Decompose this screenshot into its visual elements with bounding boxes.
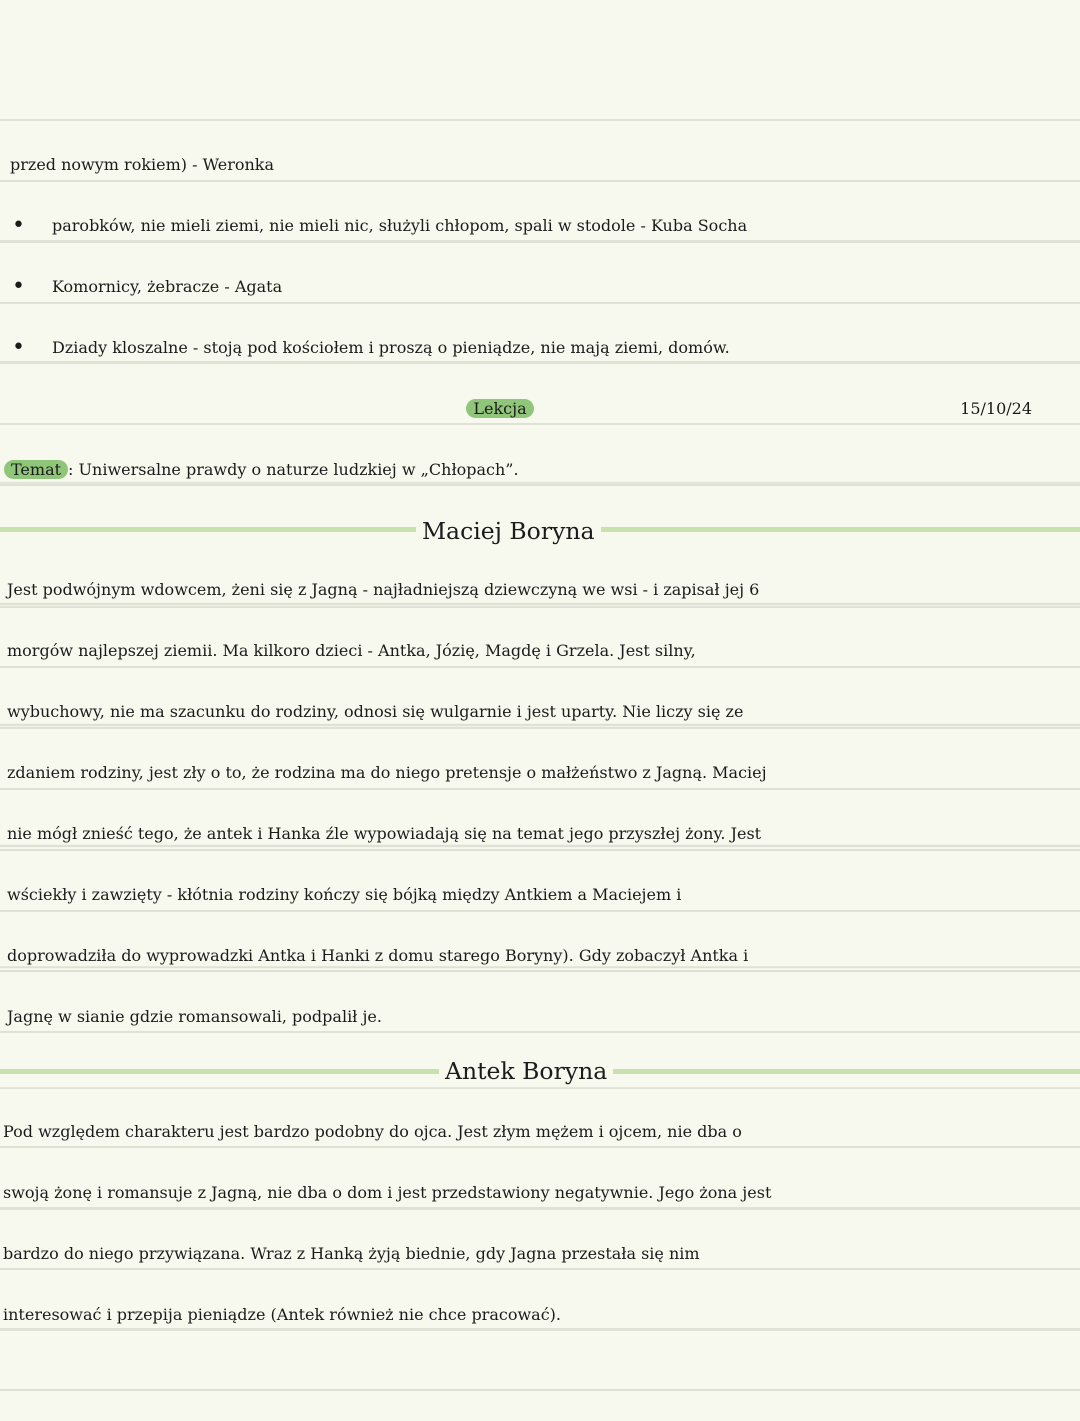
paragraph-line: Pod względem charakteru jest bardzo podobny do ojca. Jest złym mężem i ojcem, nie dba o [3,1122,742,1141]
list-item-text: Dziady kloszalne - stoją pod kościołem i proszą o pieniądze, nie mają ziemi, domów. [52,338,730,357]
ruled-line [0,606,1080,608]
paragraph-line: Jest podwójnym wdowcem, żeni się z Jagną - najładniejszą dziewczyną we wsi - i zapisał jej 6 [7,580,760,599]
bullet-icon: • [12,213,25,238]
bullet-icon: • [12,335,25,360]
ruled-line [0,1389,1080,1391]
ruled-line [0,666,1080,668]
section-heading-antek: Antek Boryna [439,1056,613,1086]
paragraph-line: nie mógł znieść tego, że antek i Hanka źle wypowiadają się na temat jego przyszłej żony. Jest [7,824,762,843]
paragraph-line: morgów najlepszej ziemii. Ma kilkoro dzieci - Antka, Józię, Magdę i Grzela. Jest silny, [7,641,696,660]
list-item-text: Komornicy, żebracze - Agata [52,277,283,296]
paragraph-line: wybuchowy, nie ma szacunku do rodziny, odnosi się wulgarnie i jest uparty. Nie liczy się ze [7,702,744,721]
ruled-line [0,788,1080,790]
paragraph-line: wściekły i zawzięty - kłótnia rodziny kończy się bójką między Antkiem a Maciejem i [7,885,682,904]
section-heading-maciej: Maciej Boryna [416,516,601,546]
paragraph-line: zdaniem rodziny, jest zły o to, że rodzina ma do niego pretensje o małżeństwo z Jagną. Maciej [7,763,767,782]
topic-label: Temat [4,460,68,479]
ruled-line [0,849,1080,851]
paragraph-line: doprowadziła do wyprowadzki Antka i Hanki z domu starego Boryny). Gdy zobaczył Antka i [7,946,749,965]
paragraph-line: Jagnę w sianie gdzie romansowali, podpalił je. [7,1007,382,1026]
paragraph-line: bardzo do niego przywiązana. Wraz z Hanką żyją biednie, gdy Jagna przestała się nim [3,1244,700,1263]
paragraph-line: swoją żonę i romansuje z Jagną, nie dba o dom i jest przedstawiony negatywnie. Jego żona jest [3,1183,772,1202]
intro-line: przed nowym rokiem) - Weronka [10,155,275,174]
ruled-line [0,180,1080,182]
topic-separator: : [68,460,74,479]
topic-text: Uniwersalne prawdy o naturze ludzkiej w „Chłopach”. [78,460,519,479]
ruled-line [0,727,1080,729]
topic-line [4,455,1080,485]
ruled-line [0,302,1080,304]
ruled-line [0,119,1080,121]
ruled-line [0,910,1080,912]
lesson-label: Lekcja [466,399,533,418]
bullet-icon: • [12,274,25,299]
paragraph-line: interesować i przepija pieniądze (Antek również nie chce pracować). [3,1305,561,1324]
lesson-date: 15/10/24 [960,399,1032,418]
list-item-text: parobków, nie mieli ziemi, nie mieli nic, służyli chłopom, spali w stodole - Kuba Socha [52,216,748,235]
ruled-line [0,241,1080,243]
